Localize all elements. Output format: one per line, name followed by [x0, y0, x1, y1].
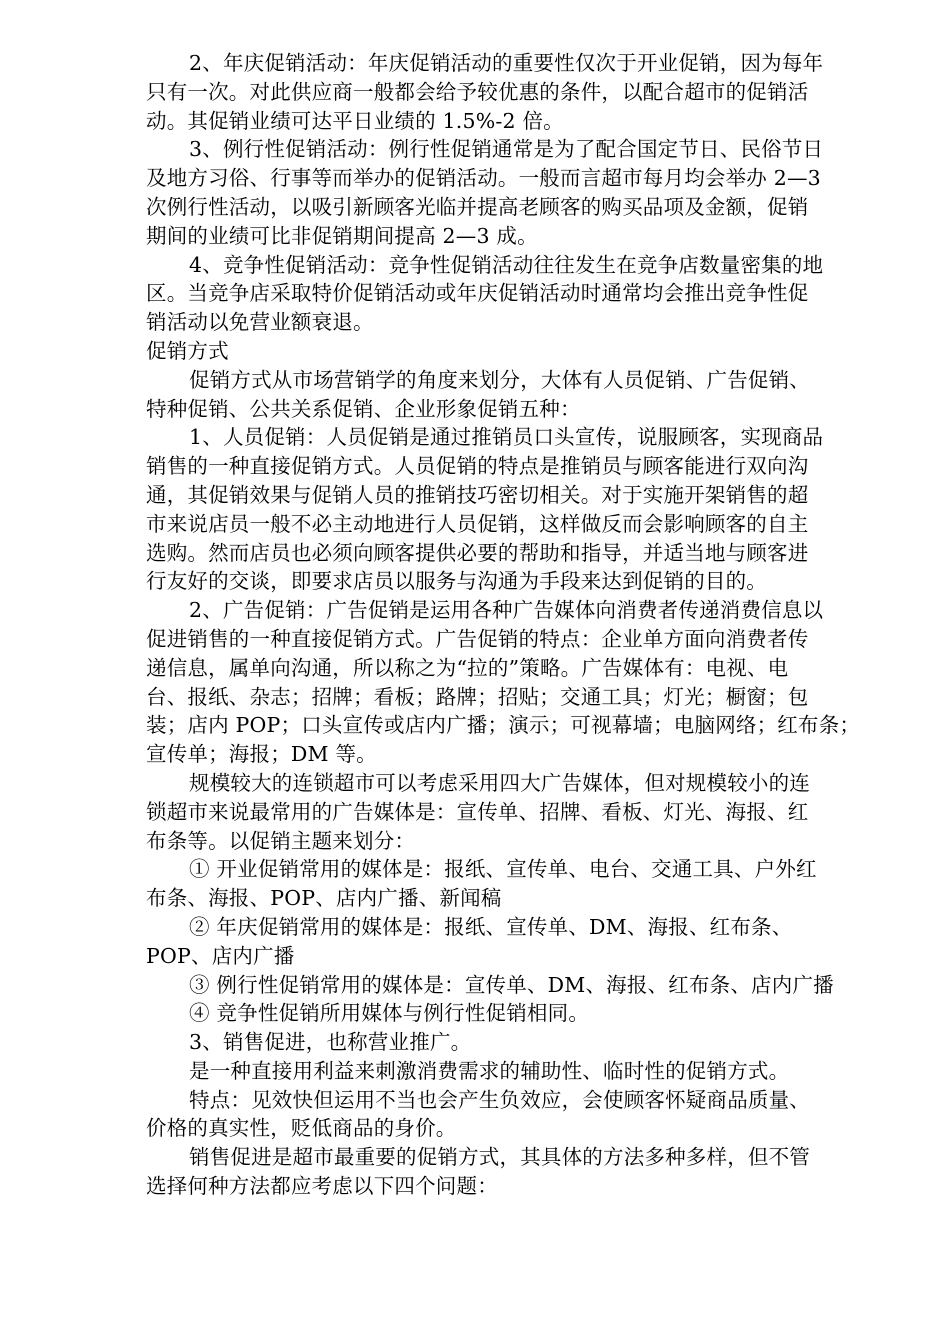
- text-line: 宣传单；海报；DM 等。: [146, 742, 377, 767]
- text-line: 规模较大的连锁超市可以考虑采用四大广告媒体，但对规模较小的连: [189, 770, 810, 795]
- text-line: 1、人员促销：人员促销是通过推销员口头宣传，说服顾客，实现商品: [189, 425, 824, 450]
- text-line: 促进销售的一种直接促销方式。广告促销的特点：企业单方面向消费者传: [146, 626, 809, 651]
- text-line: POP、店内广播: [146, 943, 295, 968]
- text-line: ② 年庆促销常用的媒体是：报纸、宣传单、DM、海报、红布条、: [189, 914, 793, 939]
- text-line: 促销方式从市场营销学的角度来划分，大体有人员促销、广告促销、: [189, 367, 810, 392]
- text-line: 次例行性活动，以吸引新顾客光临并提高老顾客的购买品项及金额，促销: [146, 194, 809, 219]
- text-line: 3、销售促进，也称营业推广。: [189, 1030, 472, 1055]
- text-line: 价格的真实性，贬低商品的身价。: [146, 1116, 457, 1141]
- text-line: ③ 例行性促销常用的媒体是：宣传单、DM、海报、红布条、店内广播: [189, 972, 834, 997]
- text-line: 促销方式: [146, 338, 229, 363]
- text-line: 递信息，属单向沟通，所以称之为“拉的”策略。广告媒体有：电视、电: [146, 655, 789, 680]
- text-line: 选购。然而店员也必须向顾客提供必要的帮助和指导，并适当地与顾客进: [146, 540, 809, 565]
- text-line: 是一种直接用利益来刺激消费需求的辅助性、临时性的促销方式。: [189, 1058, 790, 1083]
- text-line: 销售促进是超市最重要的促销方式，其具体的方法多种多样，但不管: [189, 1145, 810, 1170]
- text-line: 2、广告促销：广告促销是运用各种广告媒体向消费者传递消费信息以: [189, 598, 824, 623]
- text-line: 2、年庆促销活动：年庆促销活动的重要性仅次于开业促销，因为每年: [189, 51, 824, 75]
- text-line: 期间的业绩可比非促销期间提高 2—3 成。: [146, 223, 538, 248]
- text-line: 行友好的交谈，即要求店员以服务与沟通为手段来达到促销的目的。: [146, 569, 767, 594]
- text-line: 3、例行性促销活动：例行性促销通常是为了配合国定节日、民俗节日: [189, 137, 824, 162]
- text-line: 动。其促销业绩可达平日业绩的 1.5%-2 倍。: [146, 108, 564, 133]
- text-line: 通，其促销效果与促销人员的推销技巧密切相关。对于实施开架销售的超: [146, 482, 809, 507]
- text-line: 区。当竞争店采取特价促销活动或年庆促销活动时通常均会推出竞争性促: [146, 281, 809, 306]
- text-line: ① 开业促销常用的媒体是：报纸、宣传单、电台、交通工具、户外红: [189, 857, 817, 882]
- text-line: 只有一次。对此供应商一般都会给予较优惠的条件，以配合超市的促销活: [146, 79, 809, 104]
- text-line: 布条、海报、POP、店内广播、新闻稿: [146, 886, 502, 911]
- text-line: 选择何种方法都应考虑以下四个问题：: [146, 1174, 498, 1199]
- text-line: 锁超市来说最常用的广告媒体是：宣传单、招牌、看板、灯光、海报、红: [146, 799, 809, 824]
- text-line: 及地方习俗、行事等而举办的促销活动。一般而言超市每月均会举办 2—3: [146, 166, 821, 191]
- text-line: 销售的一种直接促销方式。人员促销的特点是推销员与顾客能进行双向沟: [146, 454, 809, 479]
- text-line: 台、报纸、杂志；招牌；看板；路牌；招贴；交通工具；灯光；橱窗；包: [146, 684, 809, 709]
- text-line: 销活动以免营业额衰退。: [146, 310, 374, 335]
- text-line: 特点：见效快但运用不当也会产生负效应，会使顾客怀疑商品质量、: [189, 1087, 810, 1112]
- text-line: 4、竞争性促销活动：竞争性促销活动往往发生在竞争店数量密集的地: [189, 252, 824, 277]
- document-body: [146, 49, 884, 1201]
- text-line: 装；店内 POP；口头宣传或店内广播；演示；可视幕墙；电脑网络；红布条；: [146, 713, 861, 738]
- text-line: 市来说店员一般不必主动地进行人员促销，这样做反而会影响顾客的自主: [146, 511, 809, 536]
- text-line: 特种促销、公共关系促销、企业形象促销五种：: [146, 396, 581, 421]
- text-line: 布条等。以促销主题来划分：: [146, 828, 416, 853]
- text-line: ④ 竞争性促销所用媒体与例行性促销相同。: [189, 1001, 590, 1026]
